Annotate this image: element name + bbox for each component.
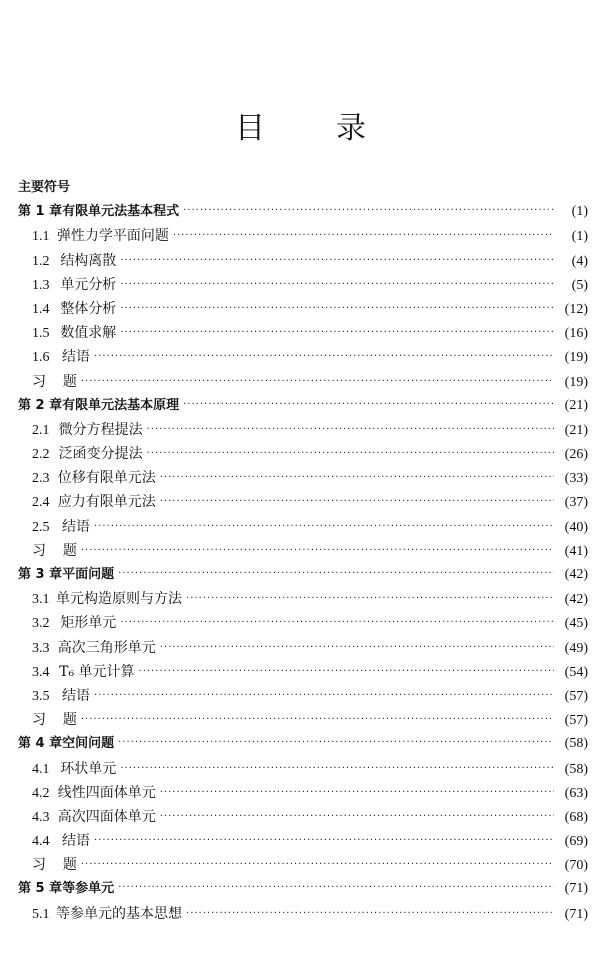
toc-entry-title: 微分方程提法 [58,421,143,438]
toc-entry-page: (57) [564,688,588,704]
toc-entry-title: 整体分析 [60,300,117,317]
toc-entry-number: 1.4 [32,301,50,317]
toc-entry-page: (26) [564,447,588,463]
toc-entry-page: (40) [564,519,588,535]
toc-entry-title: 有限单元法基本程式 [62,204,180,220]
toc-entry-number: 3.5 [32,688,50,704]
toc-chapter-entry[interactable] [18,563,588,587]
toc-entry-title: 题 [62,373,77,390]
toc-entry-number: 4.1 [32,761,50,777]
toc-entry-number: 第 3 章 [18,567,63,582]
toc-entry-page: (12) [564,301,588,317]
toc-section-entry[interactable] [18,611,588,635]
toc-entry-number: 3.3 [32,640,50,656]
toc-entry-title: 数值求解 [60,325,117,342]
toc-entry-title: 结语 [62,687,91,704]
toc-entry-number: 4.4 [32,834,50,850]
toc-entry-title: T₆ 单元计算 [59,663,135,680]
toc-entry-title: 单元构造原则与方法 [56,591,183,608]
toc-entry-title: 高次四面体单元 [57,808,156,825]
dot-leader [94,684,554,708]
toc-entry-title: 平面问题 [62,567,115,582]
toc-entry-number: 第 1 章 [18,204,63,220]
dot-leader [94,829,554,853]
toc-entry-number: 3.4 [32,664,50,680]
toc-entry-number: 2.3 [32,471,50,487]
toc-entry-page: (42) [564,592,588,608]
toc-exercise-entry[interactable] [18,370,588,394]
toc-section-entry[interactable] [18,273,588,297]
toc-entry-title: 结语 [62,833,91,850]
dot-leader [160,781,554,805]
dot-leader [118,562,554,586]
dot-leader [94,515,554,539]
dot-leader [147,442,554,466]
toc-entry-page: (5) [571,277,588,293]
toc-entry-number: 习 [32,373,46,390]
toc-exercise-entry[interactable] [18,708,588,732]
toc-section-entry[interactable] [18,345,588,369]
toc-entry-number: 第 2 章 [18,397,63,413]
toc-entry-page: (4) [571,253,588,269]
toc-section-entry[interactable] [18,805,588,829]
toc-exercise-entry[interactable] [18,853,588,877]
dot-leader [120,757,554,781]
toc-section-entry[interactable] [18,224,588,248]
toc-chapter-entry[interactable] [18,394,588,418]
toc-entry-page: (58) [564,736,588,752]
toc-entry-page: (19) [564,350,588,366]
toc-entry-page: (57) [564,713,588,729]
toc-entry-number: 1.6 [32,350,50,366]
dot-leader [139,660,554,684]
toc-chapter-entry[interactable] [18,877,588,901]
toc-entry-number: 习 [32,857,46,874]
toc-section-entry[interactable] [18,442,588,466]
dot-leader [160,490,554,514]
toc-chapter-entry[interactable] [18,732,588,756]
toc-entry-page: (63) [564,785,588,801]
toc-entry-page: (71) [564,906,588,922]
title-char-2: 录 [336,111,366,146]
toc-entry-page: (42) [564,567,588,582]
dot-leader [160,805,554,829]
toc-entry-number: 1.3 [32,277,50,293]
toc-entry-number: 5.1 [32,906,50,922]
toc-entry-page: (1) [571,229,588,245]
toc-symbols-entry[interactable] [18,176,588,200]
toc-section-entry[interactable] [18,660,588,684]
toc-entry-page: (41) [564,543,588,559]
dot-leader [183,199,554,223]
dot-leader [120,249,554,273]
toc-entry-page: (16) [564,326,588,342]
table-of-contents [18,176,588,926]
dot-leader [120,273,554,297]
toc-section-entry[interactable] [18,418,588,442]
toc-entry-page: (45) [564,616,588,632]
toc-entry-page: (58) [564,761,588,777]
toc-entry-page: (54) [564,664,588,680]
toc-entry-title: 结构离散 [60,252,117,269]
dot-leader [120,297,554,321]
toc-entry-page: (21) [564,422,588,438]
toc-entry-page: (68) [564,809,588,825]
dot-leader [160,466,554,490]
toc-entry-number: 1.2 [32,253,50,269]
toc-entry-number: 4.2 [32,785,50,801]
toc-entry-title: 矩形单元 [60,615,117,632]
toc-section-entry[interactable] [18,757,588,781]
dot-leader [120,611,554,635]
toc-entry-title: 题 [62,857,77,874]
toc-entry-page: (70) [564,858,588,874]
toc-entry-title: 高次三角形单元 [57,639,156,656]
toc-section-entry[interactable] [18,249,588,273]
toc-entry-number: 3.1 [32,592,50,608]
toc-entry-number: 第 5 章 [18,881,63,897]
toc-entry-page: (37) [564,495,588,511]
toc-entry-number: 习 [32,542,46,559]
toc-entry-page: (21) [564,397,588,413]
dot-leader [186,902,554,926]
toc-entry-number: 第 4 章 [18,736,63,752]
toc-entry-number: 1.1 [32,229,50,245]
toc-entry-title: 等参单元的基本思想 [56,905,183,922]
dot-leader [183,393,554,417]
toc-section-entry[interactable] [18,297,588,321]
toc-entry-title: 位移有限单元法 [57,470,156,487]
toc-entry-title: 线性四面体单元 [57,784,156,801]
toc-entry-number: 2.2 [32,447,50,463]
dot-leader [94,345,554,369]
toc-exercise-entry[interactable] [18,539,588,563]
toc-entry-number: 习 [32,712,46,729]
dot-leader [81,539,554,563]
toc-section-entry[interactable] [18,781,588,805]
toc-section-entry[interactable] [18,466,588,490]
toc-entry-number: 1.5 [32,326,50,342]
toc-entry-title: 应力有限单元法 [57,494,156,511]
toc-symbols-label: 主要符号 [18,180,71,195]
toc-section-entry[interactable] [18,587,588,611]
toc-section-entry[interactable] [18,636,588,660]
toc-entry-title: 等参单元 [62,881,115,897]
toc-section-entry[interactable] [18,490,588,514]
toc-entry-number: 2.5 [32,519,50,535]
dot-leader [81,708,554,732]
toc-entry-title: 结语 [62,349,91,366]
dot-leader [81,370,554,394]
toc-entry-number: 2.4 [32,495,50,511]
toc-section-entry[interactable] [18,829,588,853]
toc-entry-page: (71) [564,881,588,897]
toc-entry-title: 单元分析 [60,276,117,293]
toc-entry-page: (33) [564,471,588,487]
toc-entry-number: 2.1 [32,422,50,438]
toc-entry-page: (49) [564,640,588,656]
toc-section-entry[interactable] [18,902,588,926]
toc-section-entry[interactable] [18,684,588,708]
toc-entry-page: (19) [564,374,588,390]
toc-entries [18,200,588,926]
dot-leader [118,731,554,755]
toc-entry-page: (1) [571,204,588,220]
toc-entry-number: 3.2 [32,616,50,632]
title-char-1: 目 [235,111,265,146]
dot-leader [81,853,554,877]
dot-leader [147,418,554,442]
toc-entry-page: (69) [564,834,588,850]
toc-entry-title: 泛函变分提法 [58,446,143,463]
toc-entry-title: 空间问题 [62,736,115,752]
toc-entry-title: 环状单元 [60,760,117,777]
toc-entry-title: 有限单元法基本原理 [62,397,180,413]
toc-section-entry[interactable] [18,321,588,345]
dot-leader [186,587,554,611]
toc-entry-title: 题 [62,542,77,559]
toc-entry-title: 结语 [62,518,91,535]
toc-section-entry[interactable] [18,515,588,539]
dot-leader [173,224,554,248]
toc-chapter-entry[interactable] [18,200,588,224]
toc-entry-number: 4.3 [32,809,50,825]
toc-entry-title: 弹性力学平面问题 [56,228,169,245]
toc-entry-title: 题 [62,712,77,729]
dot-leader [120,321,554,345]
dot-leader [118,876,554,900]
dot-leader [160,636,554,660]
